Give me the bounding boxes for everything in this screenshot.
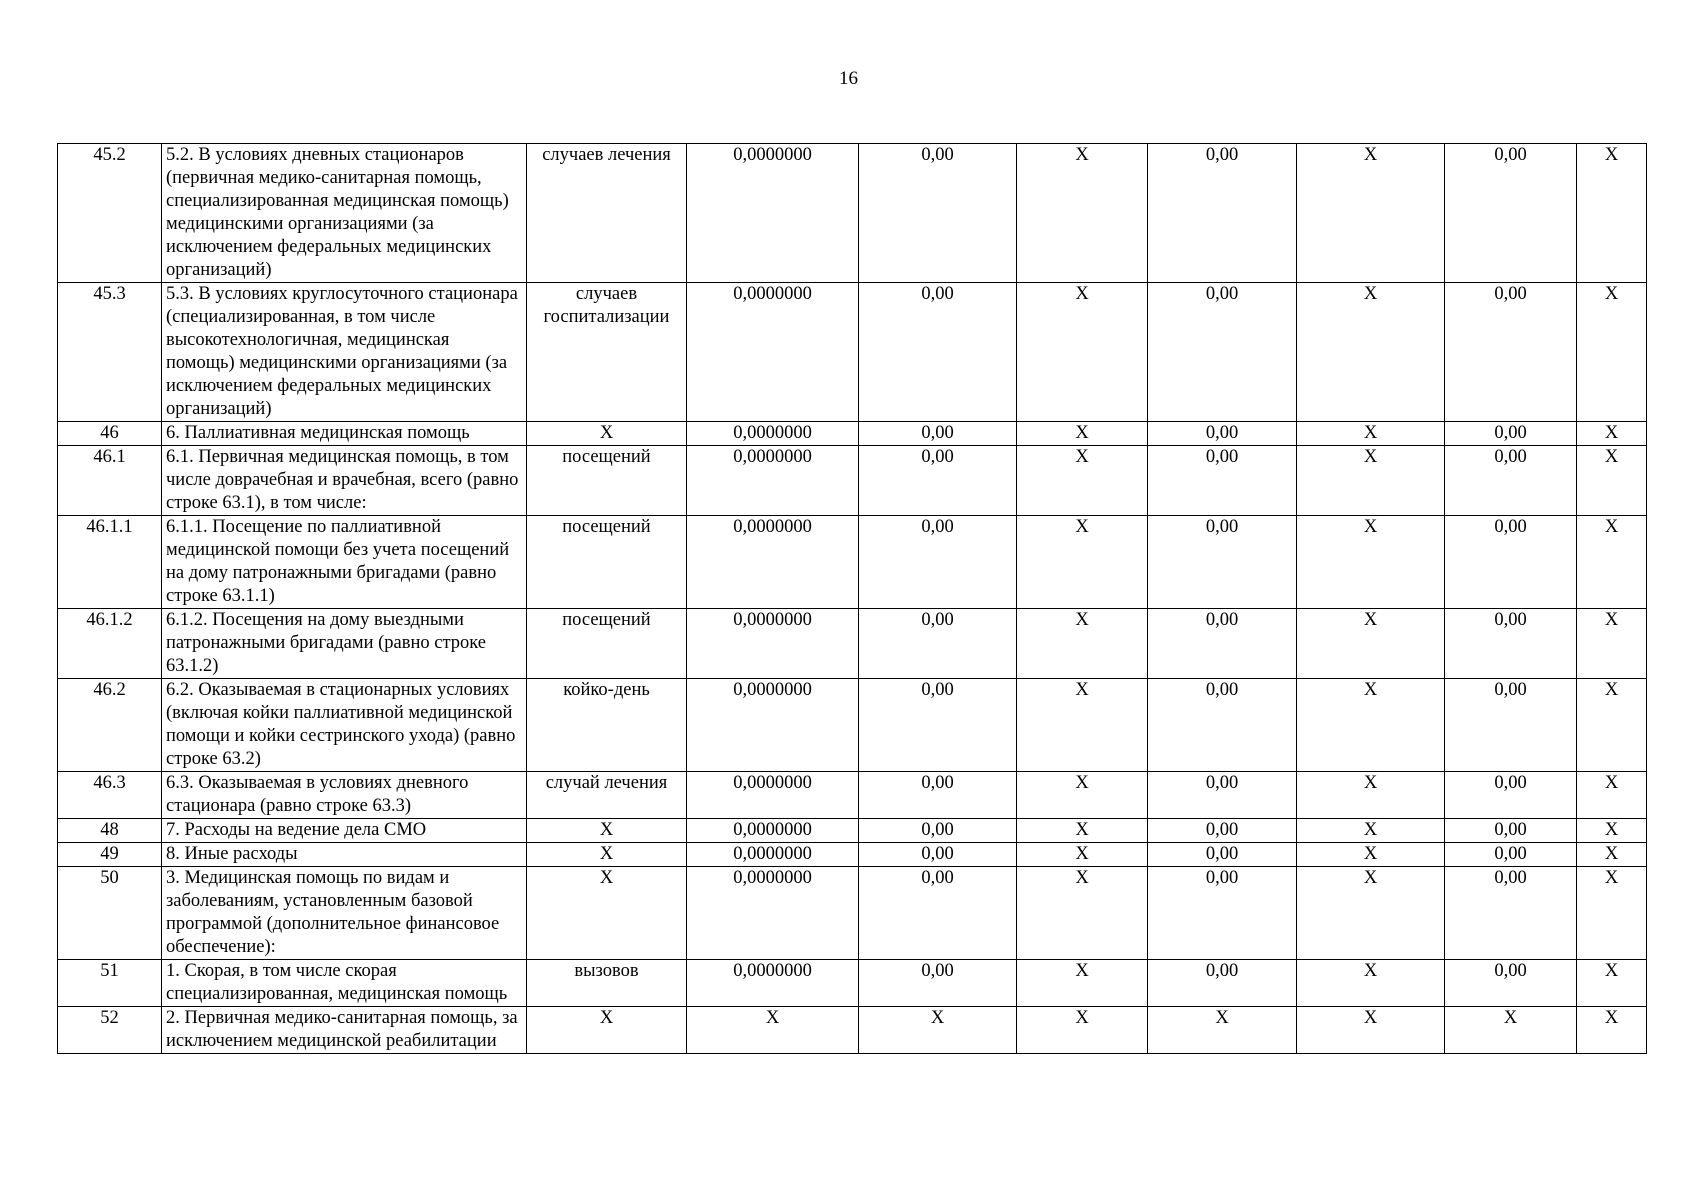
value-cell-5: 0,00 (859, 144, 1017, 283)
unit-cell: случаев лечения (527, 144, 687, 283)
row-name-cell: 8. Иные расходы (162, 843, 527, 867)
row-number-cell: 49 (58, 843, 162, 867)
value-cell-5: 0,00 (859, 516, 1017, 609)
value-cell-7: 0,00 (1148, 516, 1297, 609)
row-number-cell: 46 (58, 422, 162, 446)
value-cell-6: X (1017, 609, 1148, 679)
value-cell-10: X (1577, 960, 1647, 1007)
value-cell-9: 0,00 (1445, 679, 1577, 772)
value-cell-9: 0,00 (1445, 960, 1577, 1007)
row-name-cell: 1. Скорая, в том числе скорая специализированная, медицинская помощь (162, 960, 527, 1007)
value-cell-4: 0,0000000 (687, 446, 859, 516)
value-cell-6: X (1017, 422, 1148, 446)
value-cell-6: X (1017, 446, 1148, 516)
value-cell-8: X (1297, 144, 1445, 283)
financing-table (57, 143, 1647, 1054)
row-name-cell: 7. Расходы на ведение дела СМО (162, 819, 527, 843)
value-cell-9: 0,00 (1445, 144, 1577, 283)
value-cell-9: 0,00 (1445, 843, 1577, 867)
value-cell-4: 0,0000000 (687, 867, 859, 960)
row-number-cell: 52 (58, 1007, 162, 1054)
value-cell-7: X (1148, 1007, 1297, 1054)
unit-cell: вызовов (527, 960, 687, 1007)
row-name-cell: 3. Медицинская помощь по видам и заболеваниям, установленным базовой программой (дополнительное финансовое обеспечение): (162, 867, 527, 960)
unit-cell: посещений (527, 609, 687, 679)
table-row (58, 772, 1647, 819)
row-number-cell: 48 (58, 819, 162, 843)
value-cell-5: 0,00 (859, 772, 1017, 819)
value-cell-8: X (1297, 516, 1445, 609)
value-cell-4: 0,0000000 (687, 960, 859, 1007)
row-number-cell: 45.3 (58, 283, 162, 422)
row-name-cell: 5.3. В условиях круглосуточного стационара (специализированная, в том числе высокотехнологичная, медицинская помощь) медицинскими организациями (за исключением федеральных медицинских организаций) (162, 283, 527, 422)
value-cell-4: 0,0000000 (687, 283, 859, 422)
value-cell-8: X (1297, 960, 1445, 1007)
value-cell-4: 0,0000000 (687, 772, 859, 819)
table-row (58, 422, 1647, 446)
value-cell-10: X (1577, 867, 1647, 960)
value-cell-6: X (1017, 960, 1148, 1007)
row-name-cell: 6.3. Оказываемая в условиях дневного стационара (равно строке 63.3) (162, 772, 527, 819)
value-cell-7: 0,00 (1148, 960, 1297, 1007)
value-cell-5: 0,00 (859, 679, 1017, 772)
value-cell-9: 0,00 (1445, 609, 1577, 679)
value-cell-10: X (1577, 819, 1647, 843)
value-cell-4: 0,0000000 (687, 144, 859, 283)
value-cell-4: X (687, 1007, 859, 1054)
row-number-cell: 46.1.1 (58, 516, 162, 609)
row-number-cell: 46.1.2 (58, 609, 162, 679)
unit-cell: X (527, 1007, 687, 1054)
row-name-cell: 5.2. В условиях дневных стационаров (первичная медико-санитарная помощь, специализированная медицинская помощь) медицинскими организациями (за исключением федеральных медицинских организаций) (162, 144, 527, 283)
table-row (58, 679, 1647, 772)
value-cell-7: 0,00 (1148, 679, 1297, 772)
value-cell-9: 0,00 (1445, 446, 1577, 516)
row-name-cell: 6.1. Первичная медицинская помощь, в том числе доврачебная и врачебная, всего (равно строке 63.1), в том числе: (162, 446, 527, 516)
value-cell-7: 0,00 (1148, 422, 1297, 446)
value-cell-4: 0,0000000 (687, 819, 859, 843)
row-name-cell: 6.1.1. Посещение по паллиативной медицинской помощи без учета посещений на дому патронажными бригадами (равно строке 63.1.1) (162, 516, 527, 609)
value-cell-10: X (1577, 144, 1647, 283)
row-name-cell: 2. Первичная медико-санитарная помощь, за исключением медицинской реабилитации (162, 1007, 527, 1054)
value-cell-5: 0,00 (859, 609, 1017, 679)
table-row (58, 144, 1647, 283)
value-cell-5: 0,00 (859, 867, 1017, 960)
value-cell-6: X (1017, 516, 1148, 609)
value-cell-7: 0,00 (1148, 144, 1297, 283)
value-cell-9: X (1445, 1007, 1577, 1054)
row-number-cell: 45.2 (58, 144, 162, 283)
unit-cell: X (527, 867, 687, 960)
row-number-cell: 46.2 (58, 679, 162, 772)
row-number-cell: 46.3 (58, 772, 162, 819)
value-cell-6: X (1017, 843, 1148, 867)
value-cell-5: 0,00 (859, 843, 1017, 867)
value-cell-7: 0,00 (1148, 772, 1297, 819)
value-cell-8: X (1297, 1007, 1445, 1054)
value-cell-9: 0,00 (1445, 283, 1577, 422)
value-cell-5: 0,00 (859, 819, 1017, 843)
value-cell-10: X (1577, 516, 1647, 609)
value-cell-9: 0,00 (1445, 516, 1577, 609)
value-cell-10: X (1577, 1007, 1647, 1054)
value-cell-9: 0,00 (1445, 819, 1577, 843)
table-body (58, 144, 1647, 1054)
value-cell-8: X (1297, 867, 1445, 960)
value-cell-4: 0,0000000 (687, 843, 859, 867)
value-cell-8: X (1297, 422, 1445, 446)
table-row (58, 609, 1647, 679)
table-row (58, 843, 1647, 867)
row-name-cell: 6.2. Оказываемая в стационарных условиях (включая койки паллиативной медицинской помощи и койки сестринского ухода) (равно строке 63.2) (162, 679, 527, 772)
page-number: 16 (839, 68, 858, 89)
value-cell-8: X (1297, 283, 1445, 422)
value-cell-5: 0,00 (859, 422, 1017, 446)
value-cell-7: 0,00 (1148, 283, 1297, 422)
value-cell-8: X (1297, 819, 1445, 843)
table-row (58, 867, 1647, 960)
row-number-cell: 46.1 (58, 446, 162, 516)
value-cell-5: 0,00 (859, 446, 1017, 516)
value-cell-4: 0,0000000 (687, 679, 859, 772)
unit-cell: случаев госпитализации (527, 283, 687, 422)
value-cell-6: X (1017, 283, 1148, 422)
value-cell-9: 0,00 (1445, 867, 1577, 960)
value-cell-7: 0,00 (1148, 609, 1297, 679)
table-row (58, 819, 1647, 843)
unit-cell: X (527, 819, 687, 843)
value-cell-5: 0,00 (859, 960, 1017, 1007)
value-cell-7: 0,00 (1148, 446, 1297, 516)
value-cell-9: 0,00 (1445, 422, 1577, 446)
value-cell-10: X (1577, 609, 1647, 679)
table-row (58, 960, 1647, 1007)
unit-cell: X (527, 843, 687, 867)
value-cell-7: 0,00 (1148, 867, 1297, 960)
value-cell-10: X (1577, 446, 1647, 516)
value-cell-6: X (1017, 772, 1148, 819)
value-cell-5: 0,00 (859, 283, 1017, 422)
value-cell-10: X (1577, 843, 1647, 867)
unit-cell: посещений (527, 446, 687, 516)
row-name-cell: 6.1.2. Посещения на дому выездными патронажными бригадами (равно строке 63.1.2) (162, 609, 527, 679)
value-cell-10: X (1577, 772, 1647, 819)
value-cell-4: 0,0000000 (687, 609, 859, 679)
value-cell-6: X (1017, 819, 1148, 843)
value-cell-4: 0,0000000 (687, 422, 859, 446)
value-cell-6: X (1017, 144, 1148, 283)
unit-cell: X (527, 422, 687, 446)
value-cell-8: X (1297, 843, 1445, 867)
unit-cell: случай лечения (527, 772, 687, 819)
row-name-cell: 6. Паллиативная медицинская помощь (162, 422, 527, 446)
value-cell-10: X (1577, 422, 1647, 446)
value-cell-6: X (1017, 1007, 1148, 1054)
value-cell-8: X (1297, 772, 1445, 819)
value-cell-9: 0,00 (1445, 772, 1577, 819)
table-row (58, 1007, 1647, 1054)
value-cell-10: X (1577, 283, 1647, 422)
value-cell-8: X (1297, 679, 1445, 772)
value-cell-10: X (1577, 679, 1647, 772)
table-row (58, 516, 1647, 609)
table-row (58, 283, 1647, 422)
value-cell-6: X (1017, 867, 1148, 960)
unit-cell: койко-день (527, 679, 687, 772)
value-cell-6: X (1017, 679, 1148, 772)
row-number-cell: 51 (58, 960, 162, 1007)
row-number-cell: 50 (58, 867, 162, 960)
value-cell-7: 0,00 (1148, 819, 1297, 843)
value-cell-7: 0,00 (1148, 843, 1297, 867)
value-cell-8: X (1297, 609, 1445, 679)
table-row (58, 446, 1647, 516)
value-cell-5: X (859, 1007, 1017, 1054)
unit-cell: посещений (527, 516, 687, 609)
value-cell-8: X (1297, 446, 1445, 516)
value-cell-4: 0,0000000 (687, 516, 859, 609)
